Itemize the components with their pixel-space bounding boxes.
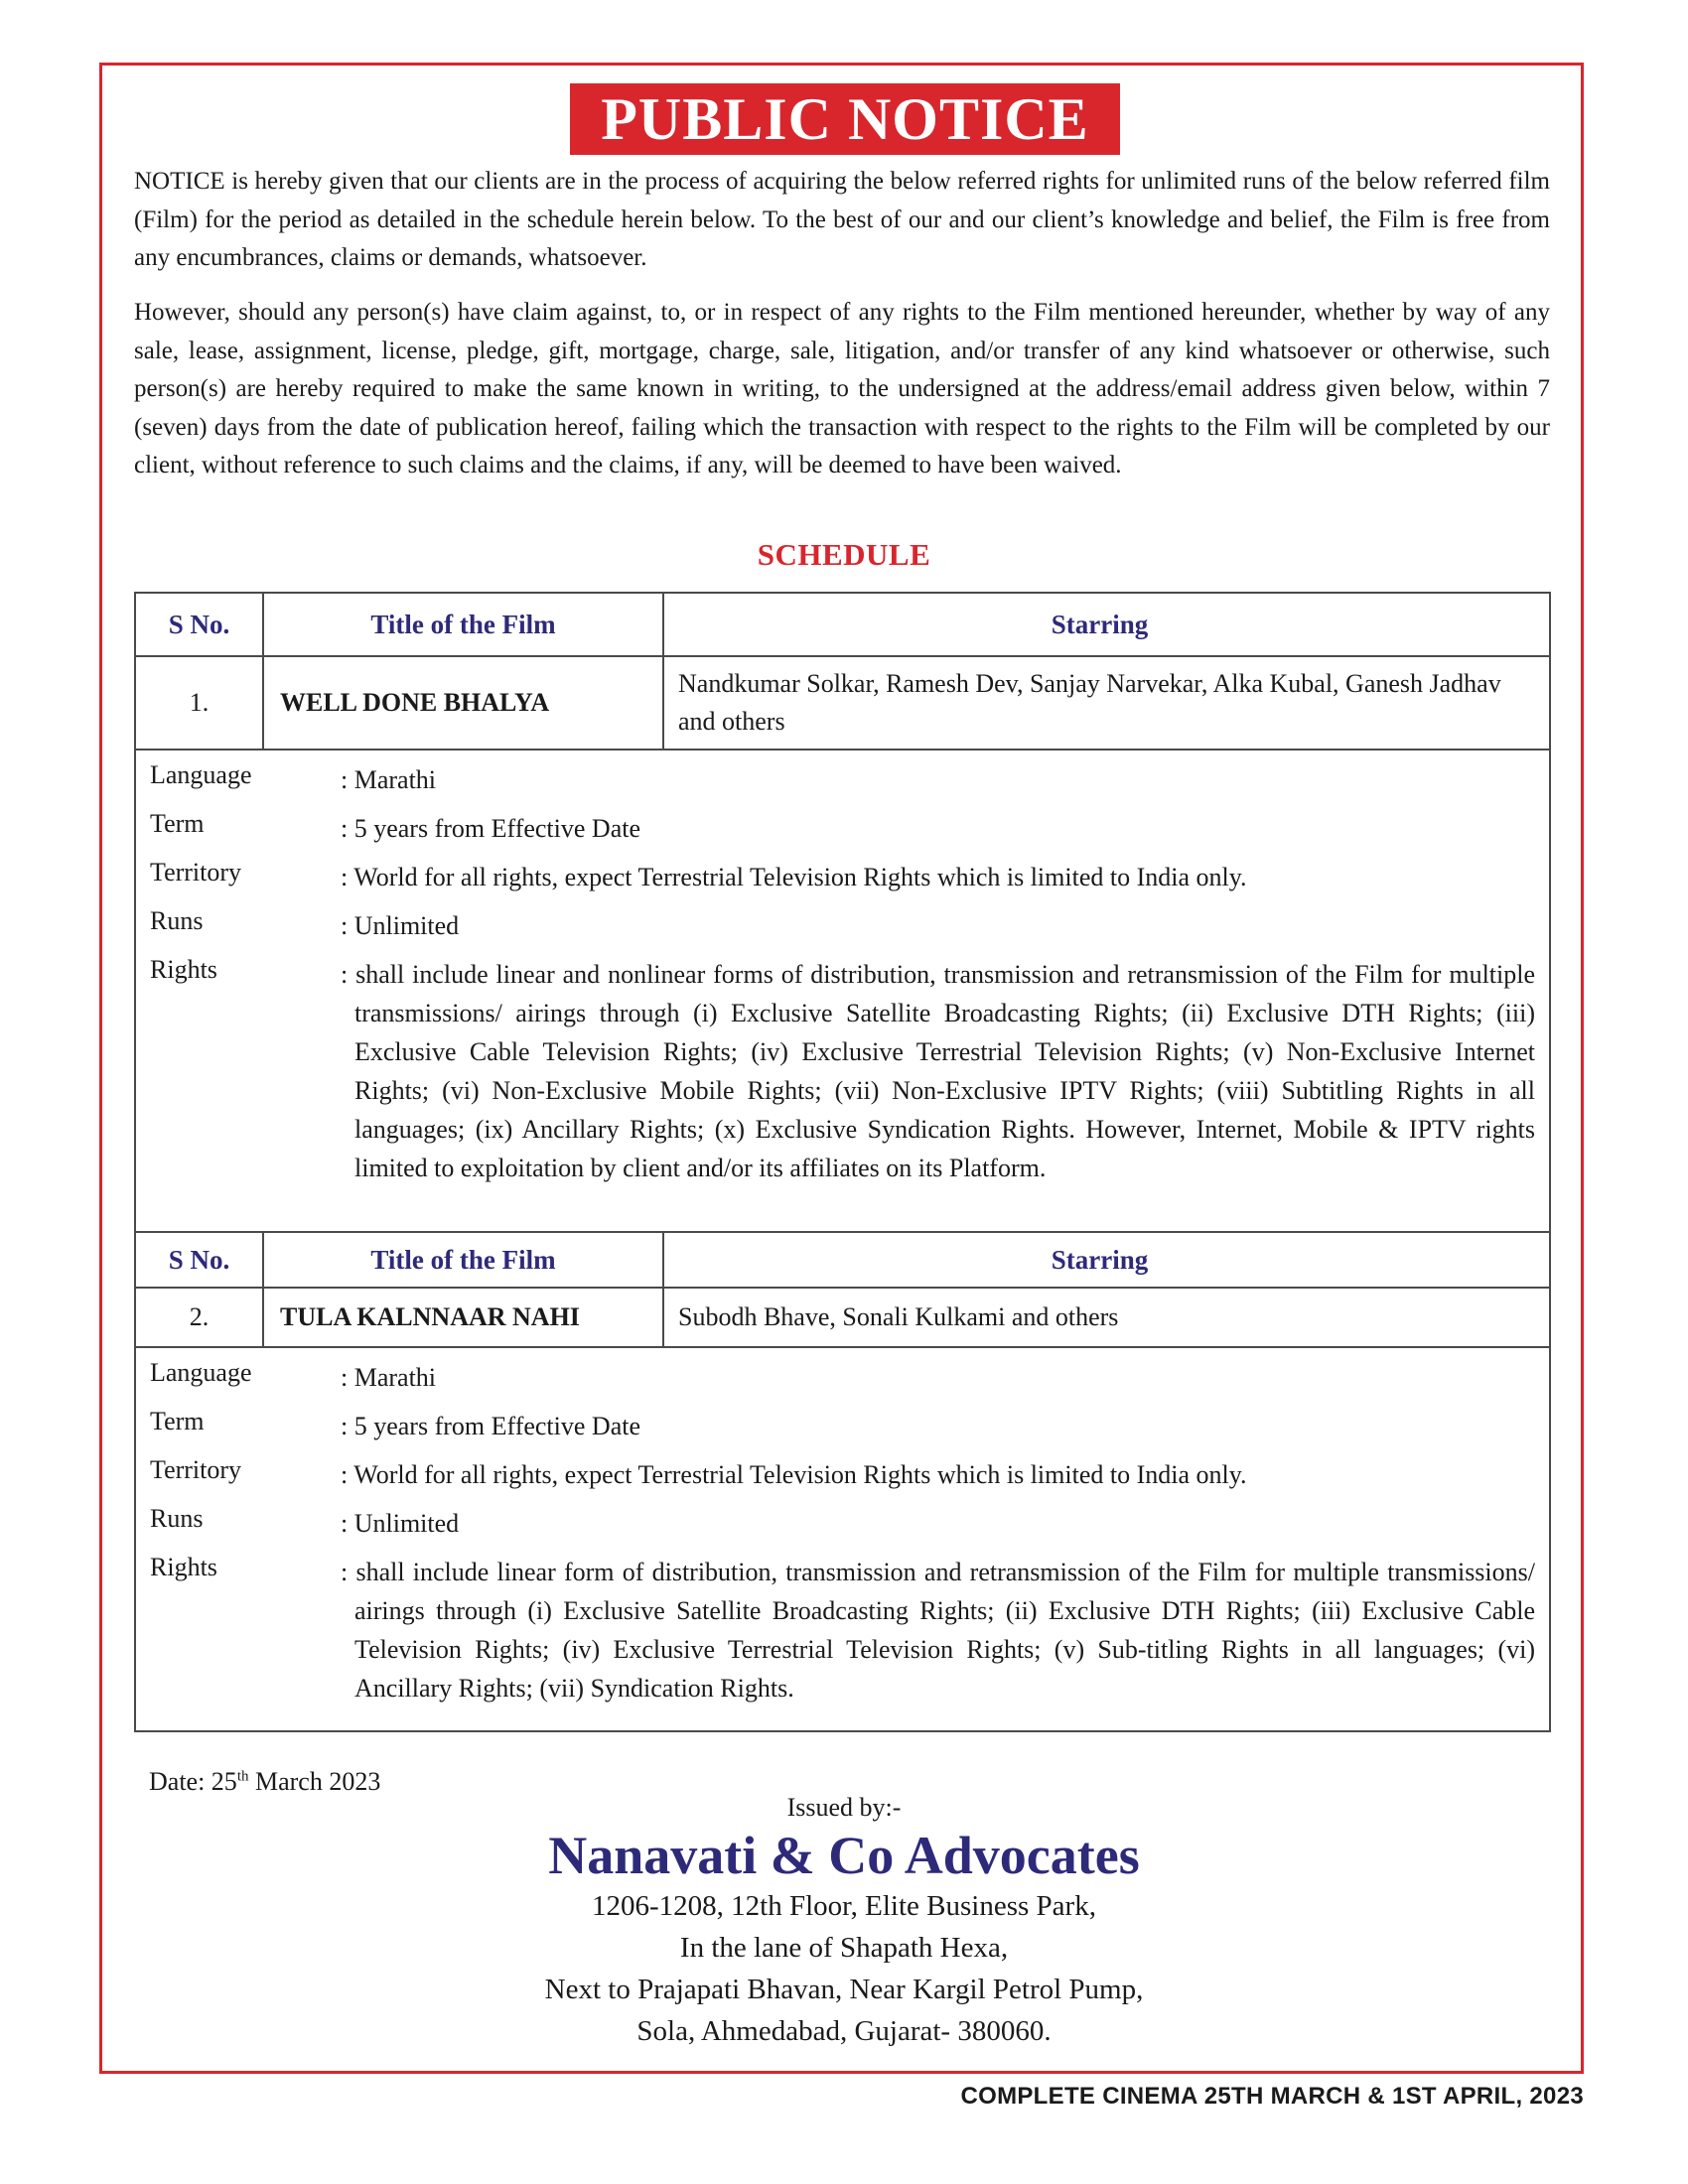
- detail-value: : Unlimited: [341, 911, 460, 940]
- publication-footer: COMPLETE CINEMA 25TH MARCH & 1ST APRIL, 2023: [960, 2083, 1584, 2110]
- detail-value: : Marathi: [341, 1363, 437, 1392]
- detail-value: : 5 years from Effective Date: [341, 814, 640, 843]
- header-title: Title of the Film: [264, 1233, 664, 1287]
- film-row-2: [136, 1289, 1549, 1348]
- film-sno: 2.: [136, 1289, 264, 1346]
- film-starring: Nandkumar Solkar, Ramesh Dev, Sanjay Narvekar, Alka Kubal, Ganesh Jadhav and others: [678, 669, 1501, 736]
- film-details-2: [136, 1348, 1549, 1730]
- detail-value: : World for all rights, expect Terrestrial Television Rights which is limited to India only.: [341, 1460, 1247, 1489]
- schedule-heading: SCHEDULE: [757, 537, 931, 572]
- film-title: TULA KALNNAAR NAHI: [264, 1289, 664, 1346]
- film-row-1: [136, 657, 1549, 751]
- detail-label: Language: [150, 1358, 252, 1387]
- detail-label: Rights: [150, 1553, 217, 1581]
- header-title: Title of the Film: [264, 594, 664, 655]
- detail-label: Rights: [150, 955, 217, 984]
- film-starring: Subodh Bhave, Sonali Kulkami and others: [678, 1302, 1119, 1331]
- detail-label: Language: [150, 760, 252, 789]
- table-header-row: [136, 1233, 1549, 1289]
- header-sno: S No.: [136, 594, 264, 655]
- notice-paragraph-2: However, should any person(s) have claim against, to, or in respect of any rights to the Film mentioned hereunder, whether by way of any sale, lease, assignment, license, pledge, gift, mortgage, charge, sale, litigation, and/or transfer of any kind whatsoever or otherwise, such person(s) are hereby required to make the same known in writing, to the undersigned at the address/email address given below, within 7 (seven) days from the date of publication hereof, failing which the transaction with respect to the rights to the Film will be completed by our client, without reference to such claims and the claims, if any, will be deemed to have been waived.: [134, 299, 1550, 479]
- date-prefix: Date: 25: [149, 1767, 237, 1796]
- header-starring: Starring: [1051, 610, 1149, 639]
- detail-label: Territory: [150, 858, 242, 887]
- date-suffix: March 2023: [248, 1767, 381, 1796]
- date-superscript: th: [236, 1768, 249, 1785]
- detail-value: : shall include linear form of distribution, transmission and retransmission of the Film for multiple transmissions/ airings through (i) Exclusive Satellite Broadcasting Rights; (ii) Exclusive DTH Rights; (iii) Exclusive Cable Television Rights; (iv) Exclusive Terrestrial Television Rights; (v) Sub-titling Rights in all languages; (vi) Ancillary Rights; (vii) Syndication Rights.: [341, 1558, 1535, 1703]
- film-title: WELL DONE BHALYA: [264, 657, 664, 749]
- schedule-table: [134, 592, 1551, 1732]
- notice-title: PUBLIC NOTICE: [570, 83, 1120, 155]
- detail-label: Runs: [150, 1504, 204, 1533]
- issued-by-label: Issued by:-: [786, 1793, 902, 1822]
- detail-value: : World for all rights, expect Terrestrial Television Rights which is limited to India only.: [341, 863, 1247, 891]
- header-starring: Starring: [1051, 1245, 1149, 1275]
- address-line-2: In the lane of Shapath Hexa,: [679, 1932, 1009, 1964]
- address-line-1: 1206-1208, 12th Floor, Elite Business Park,: [592, 1890, 1096, 1922]
- detail-label: Runs: [150, 906, 204, 935]
- film-sno: 1.: [136, 657, 264, 749]
- film-details-1: [136, 751, 1549, 1233]
- detail-value: : 5 years from Effective Date: [341, 1412, 640, 1440]
- address-line-3: Next to Prajapati Bhavan, Near Kargil Petrol Pump,: [544, 1974, 1144, 2005]
- notice-paragraph-1: NOTICE is hereby given that our clients are in the process of acquiring the below referred rights for unlimited runs of the below referred film (Film) for the period as detailed in the schedule herein below. To the best of our and our client’s knowledge and belief, the Film is free from any encumbrances, claims or demands, whatsoever.: [134, 168, 1550, 272]
- detail-value: : Marathi: [341, 765, 437, 794]
- detail-label: Term: [150, 809, 205, 838]
- detail-label: Term: [150, 1407, 205, 1435]
- detail-value: : shall include linear and nonlinear forms of distribution, transmission and retransmission of the Film for multiple transmissions/ airings through (i) Exclusive Satellite Broadcasting Rights; (ii) Exclusive DTH Rights; (iii) Exclusive Cable Television Rights; (iv) Exclusive Terrestrial Television Rights; (v) Non-Exclusive Internet Rights; (vi) Non-Exclusive Mobile Rights; (vii) Non-Exclusive IPTV Rights; (viii) Subtitling Rights in all languages; (ix) Ancillary Rights; (x) Exclusive Syndication Rights. However, Internet, Mobile & IPTV rights limited to exploitation by client and/or its affiliates on its Platform.: [341, 960, 1535, 1182]
- address-line-4: Sola, Ahmedabad, Gujarat- 380060.: [636, 2015, 1052, 2047]
- detail-label: Territory: [150, 1455, 242, 1484]
- header-sno: S No.: [136, 1233, 264, 1287]
- detail-value: : Unlimited: [341, 1509, 460, 1538]
- table-header-row: [136, 594, 1549, 657]
- firm-name: Nanavati & Co Advocates: [548, 1826, 1140, 1885]
